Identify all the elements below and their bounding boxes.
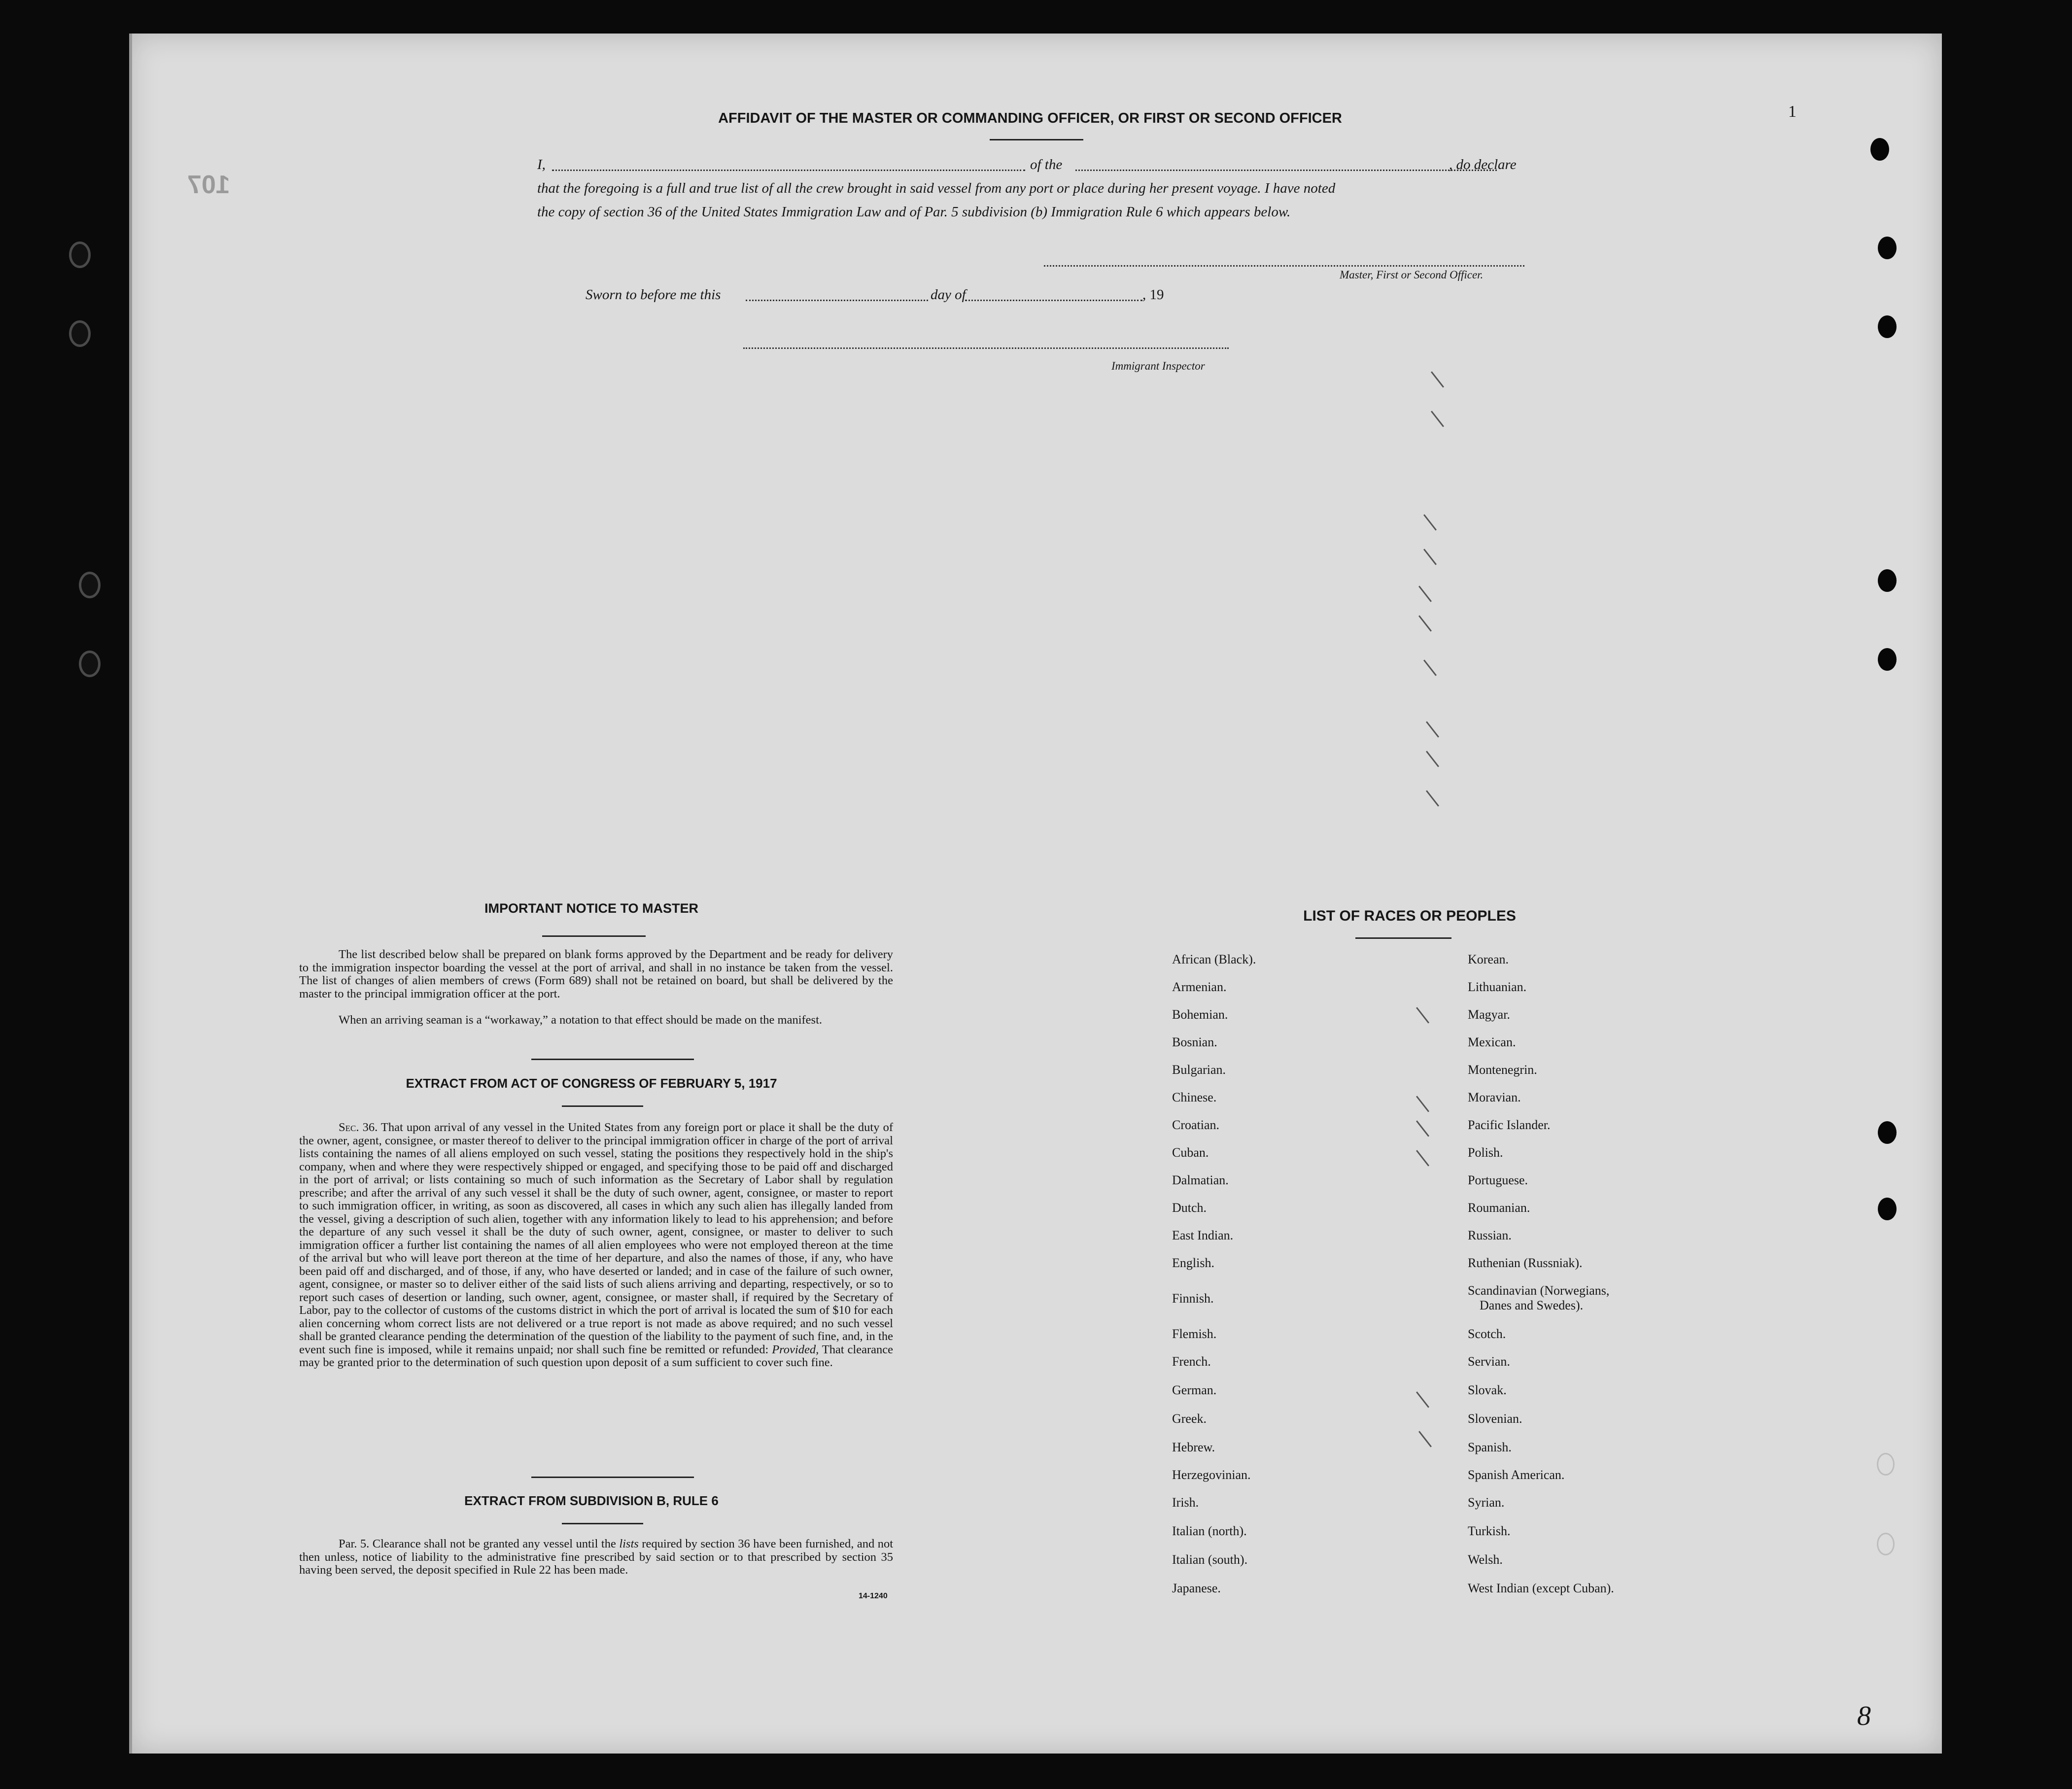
lists-word: lists	[619, 1537, 639, 1550]
provided-word: Provided,	[772, 1342, 819, 1356]
punch-hole	[1878, 569, 1897, 592]
race-left-0: African (Black).	[1172, 952, 1256, 966]
race-right-21: Turkish.	[1468, 1524, 1511, 1538]
sworn-line	[586, 287, 1187, 307]
notice-title: IMPORTANT NOTICE TO MASTER	[484, 901, 698, 916]
extract-act-title: EXTRACT FROM ACT OF CONGRESS OF FEBRUARY 5, 1917	[406, 1076, 777, 1091]
extract-act-underline	[562, 1105, 643, 1107]
affidavit-line-2: that the foregoing is a full and true list of all the crew brought in said vessel from any port or place during her present voyage. I have noted	[537, 180, 1336, 196]
race-right-15: Servian.	[1468, 1354, 1510, 1369]
bottom-mark: 8	[1857, 1701, 1871, 1731]
races-title: LIST OF RACES OR PEOPLES	[1303, 908, 1516, 924]
race-right-11: Ruthenian (Russniak).	[1468, 1256, 1583, 1270]
page-edge	[129, 34, 132, 1754]
inspector-label: Immigrant Inspector	[1111, 360, 1205, 372]
name-blank	[552, 170, 1025, 171]
binder-ring	[69, 320, 91, 347]
affidavit-line-1	[537, 157, 1528, 176]
race-left-13: Flemish.	[1172, 1327, 1217, 1341]
race-left-6: Croatian.	[1172, 1118, 1220, 1132]
race-right-19: Spanish American.	[1468, 1468, 1565, 1482]
race-right-0: Korean.	[1468, 952, 1509, 966]
binder-ring	[69, 241, 91, 268]
title-underline	[990, 139, 1083, 140]
race-left-11: English.	[1172, 1256, 1214, 1270]
notice-title-underline	[542, 935, 646, 937]
race-left-20: Italian (north).	[1172, 1524, 1247, 1538]
form-number: 14-1240	[859, 1592, 888, 1600]
punch-hole	[1878, 1198, 1897, 1220]
inspector-signature-line	[743, 347, 1229, 349]
race-left-7: Cuban.	[1172, 1145, 1209, 1160]
extract-rule-underline	[562, 1523, 643, 1524]
race-right-3: Mexican.	[1468, 1035, 1516, 1049]
race-left-14: French.	[1172, 1354, 1211, 1369]
race-left-5: Chinese.	[1172, 1090, 1217, 1104]
binder-ring	[79, 572, 101, 598]
notice-paragraph-2: When an arriving seaman is a “workaway,” a notation to that effect should be made on the manifest.	[339, 1013, 823, 1027]
extract-rule-title: EXTRACT FROM SUBDIVISION B, RULE 6	[464, 1493, 719, 1508]
race-right-2: Magyar.	[1468, 1007, 1510, 1022]
race-right-9: Roumanian.	[1468, 1201, 1530, 1215]
punch-hole	[1878, 1121, 1897, 1144]
sec-36-text-end: That clearance may be granted prior to the determination of such question upon deposit of a sum sufficient to cover such fine.	[299, 1342, 894, 1369]
affidavit-of-the: of the	[1030, 157, 1063, 172]
section-divider-2	[531, 1477, 694, 1478]
race-right-10: Russian.	[1468, 1228, 1512, 1242]
sworn-day-blank	[746, 300, 928, 301]
race-right-23: West Indian (except Cuban).	[1468, 1581, 1614, 1595]
race-right-1: Lithuanian.	[1468, 980, 1527, 994]
race-left-9: Dutch.	[1172, 1201, 1207, 1215]
sworn-prefix: Sworn to before me this	[586, 287, 721, 303]
race-left-8: Dalmatian.	[1172, 1173, 1229, 1187]
sworn-day-of: day of	[931, 287, 966, 303]
race-right-20: Syrian.	[1468, 1495, 1505, 1510]
race-right-6: Pacific Islander.	[1468, 1118, 1551, 1132]
sworn-year: , 19	[1142, 287, 1164, 303]
race-right-8: Portuguese.	[1468, 1173, 1528, 1187]
race-left-18: Herzegovinian.	[1172, 1468, 1251, 1482]
punch-hole	[1870, 138, 1889, 161]
race-left-4: Bulgarian.	[1172, 1063, 1226, 1077]
race-right-22: Welsh.	[1468, 1552, 1503, 1567]
punch-hole-outline	[1877, 1533, 1895, 1555]
sworn-month-blank	[965, 300, 1142, 301]
race-right-16: Slovak.	[1468, 1383, 1507, 1397]
race-left-21: Italian (south).	[1172, 1552, 1248, 1567]
vessel-blank	[1075, 170, 1497, 171]
race-left-17: Hebrew.	[1172, 1440, 1215, 1454]
notice-paragraph-1: The list described below shall be prepared on blank forms approved by the Department and be ready for delivery to the immigration inspector boarding the vessel at the port of arrival, and shall in no instance be taken from the vessel. The list of changes of alien members of crews (Form 689) shall not be retained on board, but shall be delivered by the master to the principal immigration officer at the port.	[299, 948, 893, 1000]
master-signature-label: Master, First or Second Officer.	[1340, 269, 1484, 281]
punch-hole	[1878, 648, 1897, 671]
race-left-19: Irish.	[1172, 1495, 1199, 1510]
punch-hole	[1878, 237, 1897, 259]
extract-rule-text	[299, 1538, 893, 1577]
affidavit-i: I,	[537, 157, 546, 172]
race-right-4: Montenegrin.	[1468, 1063, 1537, 1077]
corner-mark: 1	[1788, 103, 1796, 121]
race-right-14: Scotch.	[1468, 1327, 1506, 1341]
affidavit-title: AFFIDAVIT OF THE MASTER OR COMMANDING OFFICER, OR FIRST OR SECOND OFFICER	[718, 110, 1342, 126]
binder-ring	[79, 651, 101, 677]
sec-label: Sec.	[339, 1121, 359, 1134]
affidavit-do-declare: , do declare	[1449, 157, 1517, 172]
punch-hole	[1878, 315, 1897, 338]
race-left-16: Greek.	[1172, 1411, 1207, 1426]
race-left-1: Armenian.	[1172, 980, 1227, 994]
page-number-mark: 107	[187, 171, 230, 199]
race-right-7: Polish.	[1468, 1145, 1503, 1160]
races-title-underline	[1355, 937, 1451, 939]
rule-text-end: required by section 36 have been furnished, and not then unless, notice of liability to the administrative fine prescribed by said section or to that prescribed by section 35 having been served, the deposit specified in Rule 22 has been made.	[299, 1537, 894, 1577]
sec-36-text: 36. That upon arrival of any vessel in the United States from any foreign port or place it shall be the duty of the owner, agent, consignee, or master thereof to deliver to the principal immigration officer in charge of the port of arrival lists containing the names of all aliens employed on such vessel, stating the positions they respectively hold in the ship's company, when and where they were respectively shipped or engaged, and specifying those to be paid off and discharged in the port of arrival; or lists containing so much of such information as the Secretary of Labor shall by regulation prescribe; and after the arrival of any such vessel it shall be the duty of such owner, agent, consignee, or master to report to such immigration officer, in writing, as soon as discovered, all cases in which any such alien has illegally landed from the vessel, giving a description of such alien, together with any information likely to lead to his apprehension; and before the departure of any such vessel it shall be the duty of such owner, agent, consignee, or master to deliver to such immigration officer a further list containing the names of all alien employees who were not employed thereon at the time of the arrival but who will leave port thereon at the time of her departure, and also the names of those, if any, who have been paid off and discharged, and of those, if any, who have deserted or landed; and in case of the failure of such owner, agent, consignee, or master so to deliver either of the said lists of such aliens arriving and departing, respectively, or so to report such cases of desertion or landing, such owner, agent, consignee, or master shall, if required by the Secretary of Labor, pay to the collector of customs of the customs district in which the port of arrival is located the sum of $10 for each alien concerning whom correct lists are not delivered or a true report is not made as above required; and no such vessel shall be granted clearance pending the determination of the question of the liability to the payment of such fine, and, in the event such fine is imposed, while it remains unpaid; nor shall such fine be remitted or refunded:	[299, 1121, 893, 1356]
rule-text-start: Par. 5. Clearance shall not be granted any vessel until the	[339, 1537, 616, 1550]
race-right-12: Scandinavian (Norwegians,	[1468, 1283, 1610, 1298]
race-right-18: Spanish.	[1468, 1440, 1512, 1454]
race-left-10: East Indian.	[1172, 1228, 1234, 1242]
race-left-12: Finnish.	[1172, 1291, 1214, 1306]
race-left-15: German.	[1172, 1383, 1217, 1397]
race-right-17: Slovenian.	[1468, 1411, 1522, 1426]
punch-hole-outline	[1877, 1453, 1895, 1476]
affidavit-line-3: the copy of section 36 of the United States Immigration Law and of Par. 5 subdivision (b) Immigration Rule 6 which appears below.	[537, 204, 1291, 220]
master-signature-line	[1044, 265, 1524, 267]
race-left-3: Bosnian.	[1172, 1035, 1217, 1049]
race-right-13: Danes and Swedes).	[1480, 1298, 1584, 1312]
race-right-5: Moravian.	[1468, 1090, 1521, 1104]
race-left-2: Bohemian.	[1172, 1007, 1228, 1022]
section-divider	[531, 1059, 694, 1060]
race-left-22: Japanese.	[1172, 1581, 1221, 1595]
extract-act-text	[299, 1121, 893, 1370]
